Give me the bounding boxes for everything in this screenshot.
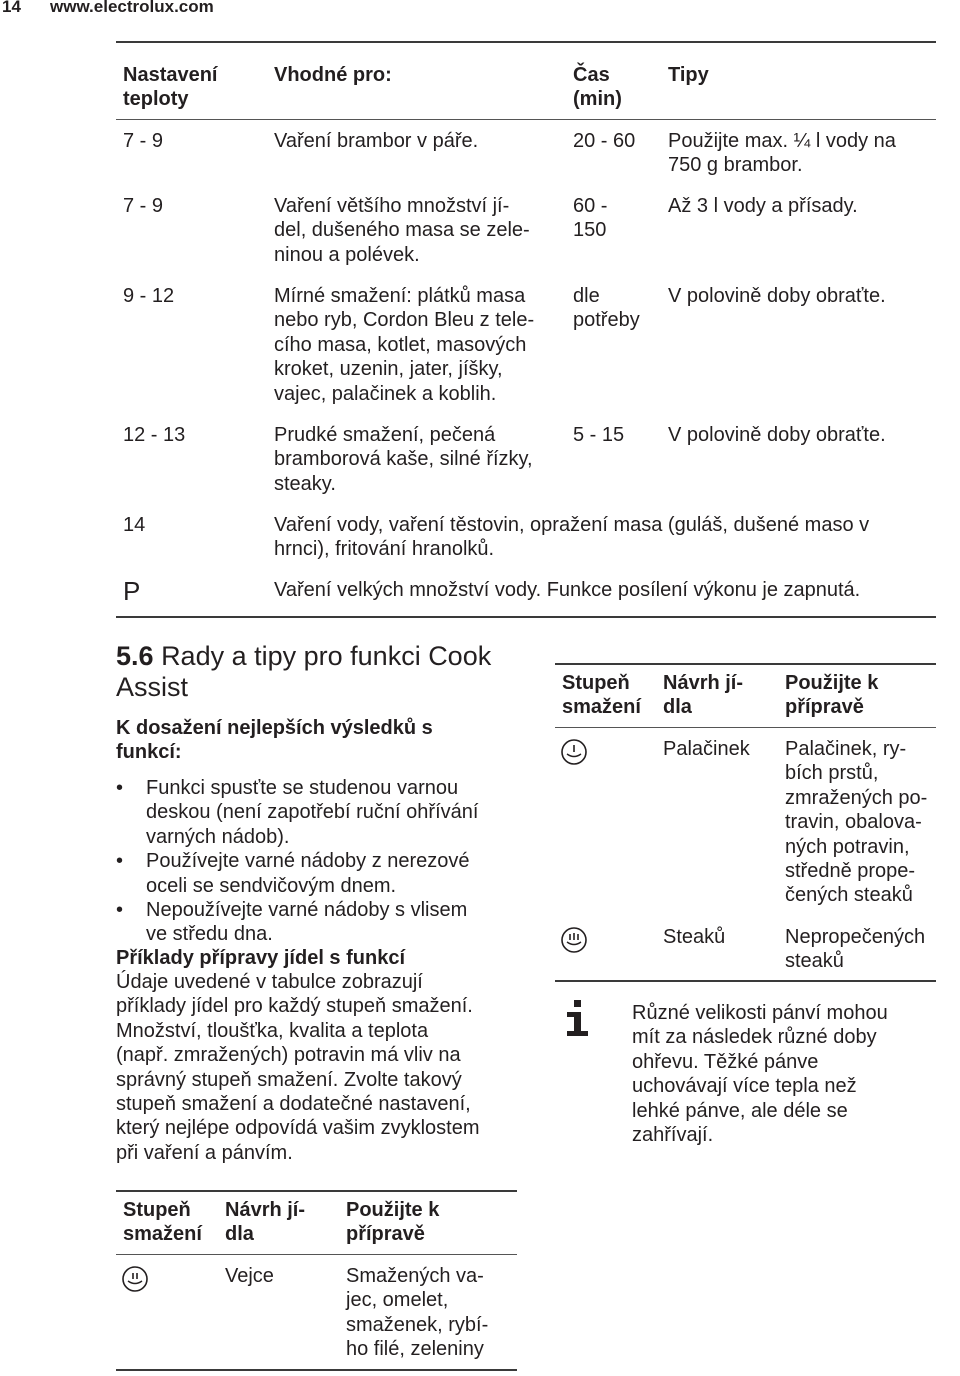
section-title	[116, 641, 536, 703]
pan-two-lines-icon	[121, 1265, 149, 1293]
table-row-1-tip: Použijte max. ¼ l vody na 750 g brambor.	[668, 130, 896, 177]
table-row-6-setting: P	[123, 576, 141, 606]
info-icon	[561, 998, 593, 1042]
section-title-text: Rady a tipy pro funkci Cook Assist	[116, 641, 492, 702]
bottom-table-top-rule	[116, 1190, 517, 1192]
header-suitable-for: Vhodné pro:	[274, 64, 392, 86]
table-row-5-use: Vaření vody, vaření těstovin, opražení masa (guláš, dušené maso v hrnci), fritování hranolků.	[274, 514, 870, 561]
right-row-1-dish: Palačinek	[663, 738, 750, 760]
table-top-rule	[116, 41, 936, 43]
section-number: 5.6	[116, 641, 154, 671]
table-row-5-setting: 14	[123, 514, 146, 536]
bottom-header-use: Použijte k přípravě	[346, 1199, 440, 1246]
list-item: • Funkci spusťte se studenou varnou deskou (není zapotřebí ruční ohřívání varných nádob).	[116, 776, 536, 849]
table-row-1-use: Vaření brambor v páře.	[274, 130, 479, 152]
bottom-row-1-dish: Vejce	[225, 1265, 274, 1287]
table-row-2-use: Vaření většího množství jí- del, dušeného masa se zele- ninou a polévek.	[274, 195, 530, 266]
right-header-dish: Návrh jí- dla	[663, 672, 744, 719]
right-table-top-rule	[555, 663, 936, 665]
bottom-header-level: Stupeň smažení	[123, 1199, 202, 1246]
table-row-4-use: Prudké smažení, pečená bramborová kaše, silné řízky, steaky.	[274, 424, 533, 495]
table-row-4-setting: 12 - 13	[123, 424, 186, 446]
list-item: • Nepoužívejte varné nádoby s vlisem ve středu dna.	[116, 898, 536, 947]
page-number: 14	[2, 0, 21, 16]
header-time: Čas (min)	[573, 64, 622, 111]
header-tips: Tipy	[668, 64, 709, 86]
right-row-1-use: Palačinek, ry- bích prstů, zmražených po- travin, obalova- ných potravin, středně prope- čených steaků	[785, 738, 928, 907]
table-row-2-setting: 7 - 9	[123, 195, 164, 217]
table-row-2-tip: Až 3 l vody a přísady.	[668, 195, 858, 217]
table-row-3-setting: 9 - 12	[123, 285, 175, 307]
right-table-bottom-rule	[555, 980, 936, 982]
table-header-rule	[116, 119, 936, 120]
info-note: Různé velikosti pánví mohou mít za následek různé doby ohřevu. Těžké pánve uchovávají více tepla než lehké pánve, ale déle se zahřívají.	[632, 1002, 888, 1147]
table-row-1-setting: 7 - 9	[123, 130, 164, 152]
bottom-table-bottom-rule	[116, 1369, 517, 1371]
bottom-row-1-use: Smažených va- jec, omelet, smaženek, rybí- ho filé, zeleniny	[346, 1265, 489, 1361]
right-row-2-dish: Steaků	[663, 926, 726, 948]
list-item: • Používejte varné nádoby z nerezové oceli se sendvičovým dnem.	[116, 849, 536, 898]
examples-paragraph: Údaje uvedené v tabulce zobrazují příklady jídel pro každý stupeň smažení. Množství, tloušťka, kvalita a teplota (např. zmražených) potravin má vliv na správný stupeň smažení. Zvolte takový stupeň smažení a dodatečné nastavení, který nejlépe odpovídá vašim zvyklostem při vaření a pánvím.	[116, 971, 480, 1164]
table-row-4-tip: V polovině doby obraťte.	[668, 424, 886, 446]
bottom-table-header-rule	[116, 1254, 517, 1255]
tips-list	[116, 776, 536, 947]
right-row-2-use: Nepropečených steaků	[785, 926, 926, 973]
bottom-header-dish: Návrh jí- dla	[225, 1199, 306, 1246]
table-row-1-time: 20 - 60	[573, 130, 636, 152]
header-temperature: Nastavení teploty	[123, 64, 218, 111]
best-results-heading: K dosažení nejlepších výsledků s funkcí:	[116, 717, 433, 764]
table-bottom-rule	[116, 616, 936, 618]
right-header-level: Stupeň smažení	[562, 672, 641, 719]
table-row-3-tip: V polovině doby obraťte.	[668, 285, 886, 307]
examples-heading: Příklady přípravy jídel s funkcí	[116, 947, 406, 969]
website-link[interactable]: www.electrolux.com	[50, 0, 214, 16]
right-table-header-rule	[555, 727, 936, 728]
table-row-2-time: 60 - 150	[573, 195, 608, 242]
table-row-3-use: Mírné smažení: plátků masa nebo ryb, Cordon Bleu z tele- cího masa, kotlet, masových kroket, uzenin, jater, jíšky, vajec, palačinek a koblih.	[274, 285, 535, 405]
right-header-use: Použijte k přípravě	[785, 672, 879, 719]
table-row-3-time: dle potřeby	[573, 285, 640, 332]
table-row-4-time: 5 - 15	[573, 424, 625, 446]
table-row-6-use: Vaření velkých množství vody. Funkce posílení výkonu je zapnutá.	[274, 579, 861, 601]
pan-three-lines-icon	[560, 926, 588, 954]
pan-one-line-icon	[560, 738, 588, 766]
